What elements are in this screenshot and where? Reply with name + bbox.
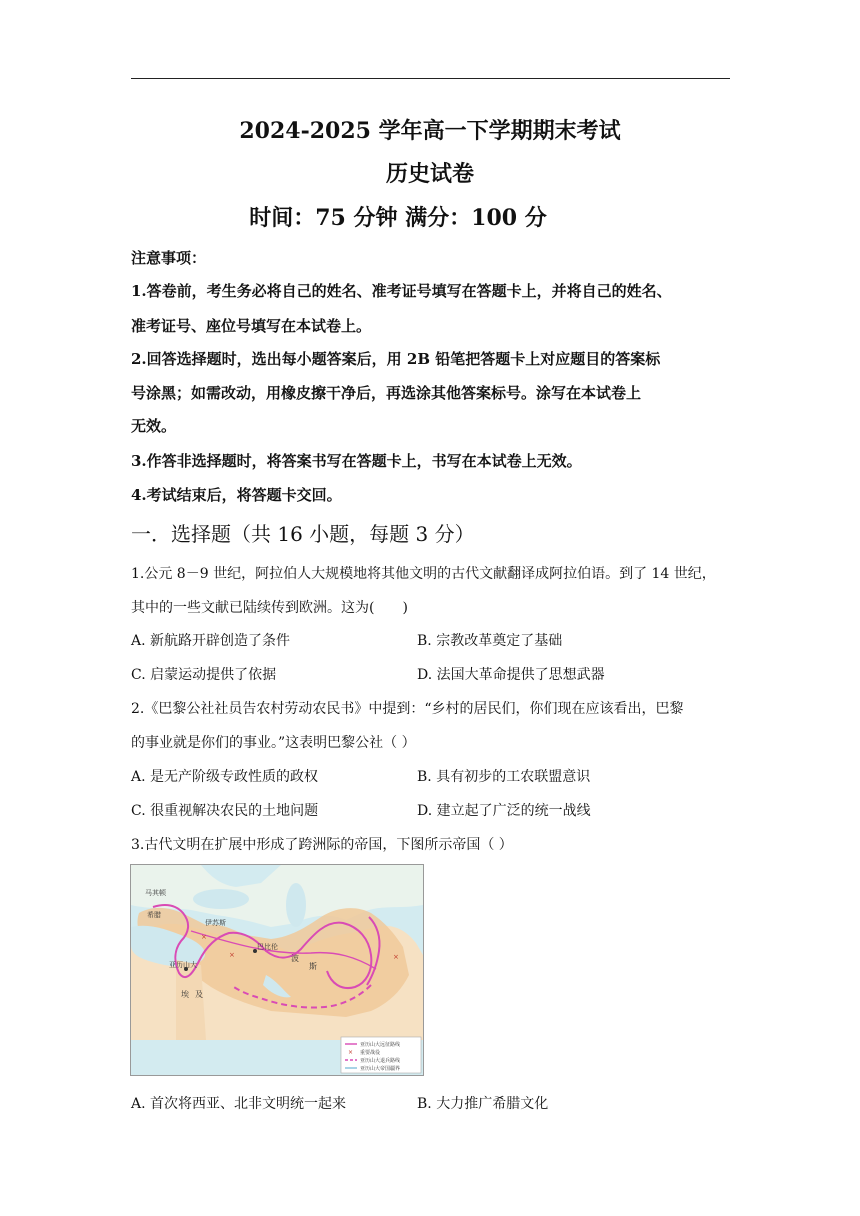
question-text: 3.古代文明在扩展中形成了跨洲际的帝国，下图所示帝国（ ）: [131, 837, 513, 853]
option-b[interactable]: B. 具有初步的工农联盟意识: [417, 769, 591, 785]
map-label: 波: [291, 954, 299, 963]
subject-title: 历史试卷: [385, 161, 474, 187]
map-label: 马其顿: [145, 889, 166, 897]
question-text: 的事业就是你们的事业。”这表明巴黎公社（ ）: [131, 735, 416, 751]
option-a[interactable]: A. 新航路开辟创造了条件: [131, 633, 291, 649]
map-label: 伊苏斯: [205, 919, 226, 927]
notice-line: 4.考试结束后，将答题卡交回。: [131, 486, 342, 504]
option-d[interactable]: D. 建立起了广泛的统一战线: [417, 803, 591, 819]
map-label: 埃: [181, 990, 189, 999]
notice-line: 3.作答非选择题时，将答案书写在答题卡上，书写在本试卷上无效。: [131, 452, 582, 470]
svg-text:×: ×: [229, 951, 235, 959]
question-text: 其中的一些文献已陆续传到欧洲。这为( ): [131, 600, 408, 616]
notice-line: 无效。: [131, 417, 177, 435]
section-heading: 一．选择题（共 16 小题，每题 3 分）: [131, 522, 475, 546]
time-score-line: 时间：75 分钟 满分：100 分: [249, 205, 547, 231]
notice-line: 1.答卷前，考生务必将自己的姓名、准考证号填写在答题卡上，并将自己的姓名、: [131, 282, 672, 300]
map-legend-item: 亚历山大退兵路线: [360, 1058, 401, 1064]
option-c[interactable]: C. 启蒙运动提供了依据: [131, 667, 277, 683]
map-label: 巴比伦: [257, 943, 278, 951]
map-label: 希腊: [147, 911, 161, 919]
map-label: 及: [195, 990, 203, 999]
map-legend-item: 重要战役: [360, 1050, 381, 1056]
map-graphic: [131, 865, 423, 1075]
option-a[interactable]: A. 是无产阶级专政性质的政权: [131, 769, 319, 785]
option-d[interactable]: D. 法国大革命提供了思想武器: [417, 667, 605, 683]
question-text: 1.公元 8－9 世纪，阿拉伯人大规模地将其他文明的古代文献翻译成阿拉伯语。到了 14 世纪，: [131, 566, 716, 582]
map-legend-item: 亚历山大远征路线: [360, 1042, 401, 1048]
option-a[interactable]: A. 首次将西亚、北非文明统一起来: [131, 1096, 347, 1112]
exam-title: 2024-2025 学年高一下学期期末考试: [239, 118, 621, 144]
option-b[interactable]: B. 宗教改革奠定了基础: [417, 633, 563, 649]
option-b[interactable]: B. 大力推广希腊文化: [417, 1096, 549, 1112]
map-label: 斯: [309, 962, 317, 971]
svg-text:×: ×: [201, 933, 207, 941]
notice-line: 准考证号、座位号填写在本试卷上。: [131, 317, 372, 335]
svg-text:×: ×: [348, 1049, 354, 1056]
header-rule: [131, 78, 730, 79]
option-c[interactable]: C. 很重视解决农民的土地问题: [131, 803, 319, 819]
notice-line: 号涂黑；如需改动，用橡皮擦干净后，再选涂其他答案标号。涂写在本试卷上: [131, 384, 642, 402]
svg-text:×: ×: [393, 953, 399, 961]
question-text: 2.《巴黎公社社员告农村劳动农民书》中提到：“乡村的居民们，你们现在应该看出，巴黎: [131, 701, 684, 717]
alexander-empire-map: [130, 864, 424, 1076]
map-label: 亚历山大: [169, 961, 197, 969]
notice-line: 2.回答选择题时，选出每小题答案后，用 2B 铅笔把答题卡上对应题目的答案标: [131, 350, 661, 368]
map-legend-item: 亚历山大帝国疆界: [360, 1066, 401, 1072]
notice-heading: 注意事项：: [131, 249, 207, 267]
